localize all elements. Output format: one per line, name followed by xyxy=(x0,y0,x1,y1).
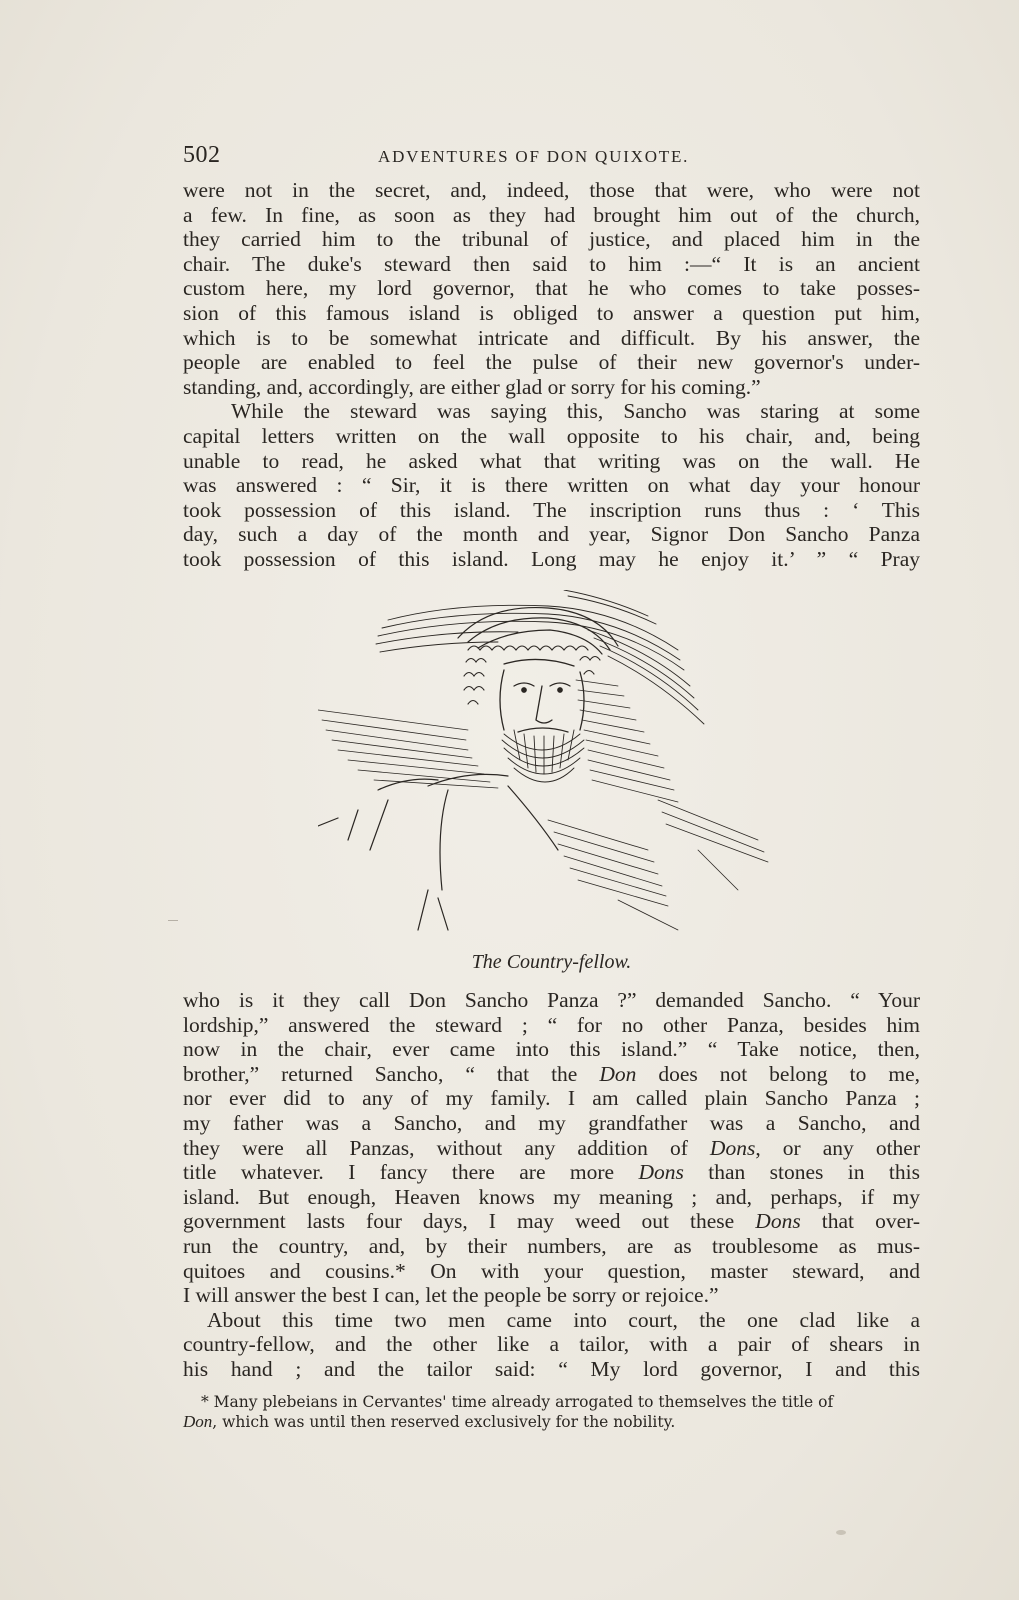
text-line: were not in the secret, and, indeed, those that were, who were not xyxy=(183,178,920,202)
text-line: unable to read, he asked what that writing was on the wall. He xyxy=(183,448,920,473)
beard-hatching xyxy=(502,730,584,782)
footnote xyxy=(183,1392,920,1432)
text-line: island. But enough, Heaven knows my meaning ; and, perhaps, if my xyxy=(183,1184,920,1209)
paper-speck xyxy=(836,1530,846,1535)
text-line: which is to be somewhat intricate and difficult. By his answer, the xyxy=(183,325,920,350)
face xyxy=(500,659,584,732)
paragraph xyxy=(183,178,920,399)
text-line: lordship,” answered the steward ; “ for no other Panza, besides him xyxy=(183,1012,920,1037)
text-line: nor ever did to any of my family. I am called plain Sancho Panza ; xyxy=(183,1086,920,1111)
country-fellow-engraving xyxy=(318,590,778,948)
text-line: I will answer the best I can, let the people be sorry or rejoice.” xyxy=(183,1283,719,1308)
page-number: 502 xyxy=(183,142,221,168)
running-head: ADVENTURES OF DON QUIXOTE. xyxy=(378,147,690,166)
body-hatching-right xyxy=(548,800,768,930)
text-line: took possession of this island. The inscription runs thus : ‘ This xyxy=(183,497,920,522)
paragraph xyxy=(183,988,920,1308)
text-line: government lasts four days, I may weed out these Dons that over- xyxy=(183,1209,921,1234)
text-line: sion of this famous island is obliged to answer a question put him, xyxy=(183,300,920,325)
text-line: About this time two men came into court, the one clad like a xyxy=(207,1307,920,1332)
text-line: While the steward was saying this, Sancho was staring at some xyxy=(231,399,920,424)
bottom-paragraphs xyxy=(183,988,920,1382)
text-line: they were all Panzas, without any addition of Dons, or any other xyxy=(183,1135,920,1160)
text-line: quitoes and cousins.* On with your question, master steward, and xyxy=(183,1258,920,1283)
page-header xyxy=(183,142,920,174)
text-line: country-fellow, and the other like a tailor, with a pair of shears in xyxy=(183,1332,920,1357)
text-line: now in the chair, ever came into this island.” “ Take notice, then, xyxy=(183,1037,920,1062)
top-paragraphs xyxy=(183,178,920,572)
text-line: standing, and, accordingly, are either glad or sorry for his coming.” xyxy=(183,374,761,399)
shoulder-hatching-left xyxy=(318,710,498,788)
text-line: was answered : “ Sir, it is there written on what day your honour xyxy=(183,473,920,498)
paragraph xyxy=(183,1308,920,1382)
text-line: took possession of this island. Long may he enjoy it.’ ” “ Pray xyxy=(183,546,920,571)
paragraph xyxy=(183,399,920,571)
curly-hair xyxy=(464,646,600,704)
illustration-caption: The Country-fellow. xyxy=(471,951,632,973)
text-line: day, such a day of the month and year, Signor Don Sancho Panza xyxy=(183,522,920,547)
footnote-line: Don, which was until then reserved exclusively for the nobility. xyxy=(183,1412,676,1431)
text-line: my father was a Sancho, and my grandfather was a Sancho, and xyxy=(183,1110,920,1135)
face-shading xyxy=(576,680,678,802)
text-line: who is it they call Don Sancho Panza ?” demanded Sancho. “ Your xyxy=(183,988,920,1012)
hat-brim-hatching xyxy=(376,590,704,724)
text-line: a few. In fine, as soon as they had brought him out of the church, xyxy=(183,202,920,227)
footnote-line: * Many plebeians in Cervantes' time already arrogated to themselves the title of xyxy=(201,1393,834,1411)
text-line: title whatever. I fancy there are more Dons than stones in this xyxy=(183,1160,920,1185)
text-line: they carried him to the tribunal of justice, and placed him in the xyxy=(183,227,920,252)
text-line: people are enabled to feel the pulse of their new governor's under- xyxy=(183,350,920,375)
margin-mark xyxy=(168,920,178,921)
text-line: capital letters written on the wall opposite to his chair, and, being xyxy=(183,423,920,448)
text-line: chair. The duke's steward then said to him :—“ It is an ancient xyxy=(183,251,920,276)
text-line: brother,” returned Sancho, “ that the Don does not belong to me, xyxy=(183,1061,920,1086)
text-line: custom here, my lord governor, that he who comes to take posses- xyxy=(183,276,920,301)
cloak xyxy=(318,774,558,930)
text-line: run the country, and, by their numbers, are as troublesome as mus- xyxy=(183,1233,920,1258)
text-line: his hand ; and the tailor said: “ My lord governor, I and this xyxy=(183,1356,920,1381)
